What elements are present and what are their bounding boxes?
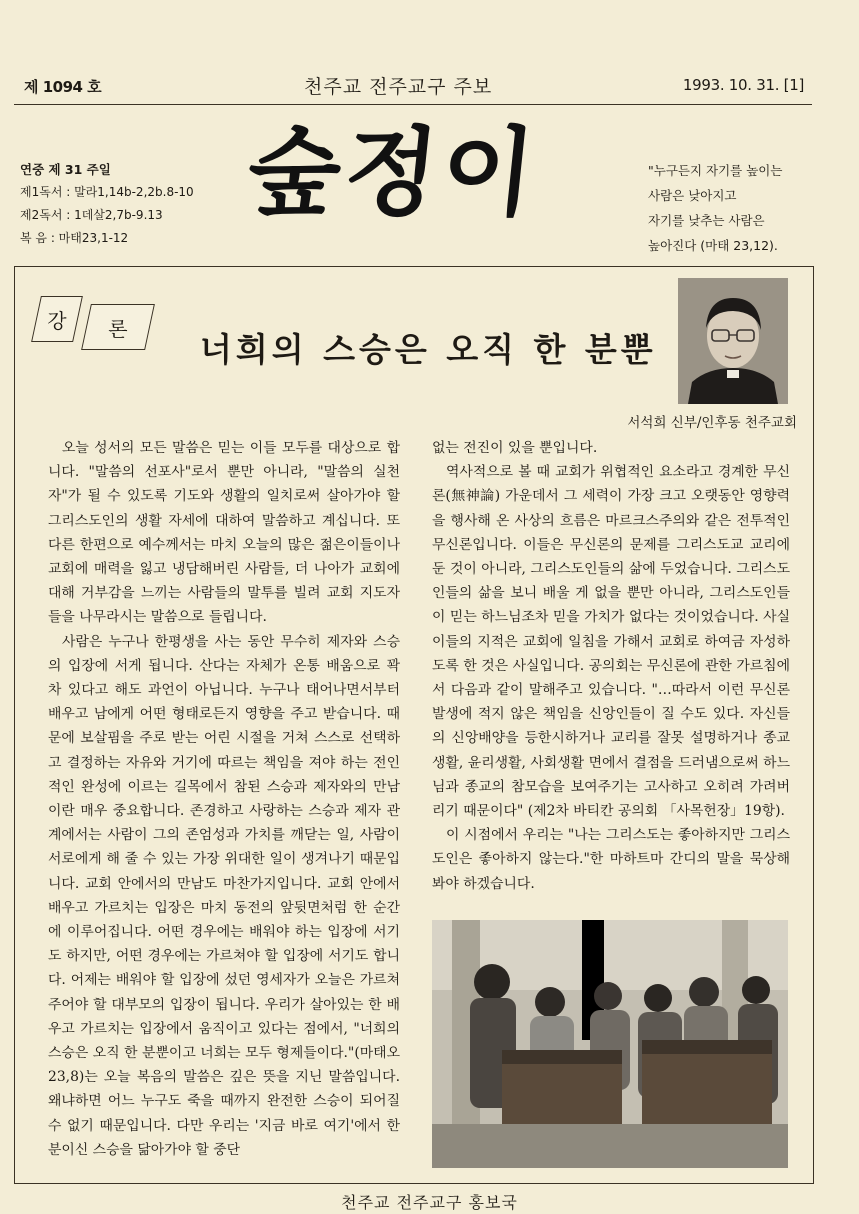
article-column-left xyxy=(48,436,400,1162)
quote-line: "누구든지 자기를 높이는 xyxy=(648,163,783,178)
issue-number: 제 1094 호 xyxy=(24,78,102,96)
church-congregation-photo xyxy=(432,920,788,1168)
article-byline: 서석희 신부/인후동 천주교회 xyxy=(627,415,797,431)
priest-portrait-image xyxy=(678,278,788,404)
second-reading: 제2독서 : 1데살2,7b-9.13 xyxy=(20,208,163,222)
issue-date: 1993. 10. 31. [1] xyxy=(682,76,804,94)
quote-line: 자기를 낮추는 사람은 xyxy=(648,213,765,228)
first-reading: 제1독서 : 말라1,14b-2,2b.8-10 xyxy=(20,185,194,199)
gospel-reading: 복 음 : 마태23,1-12 xyxy=(20,231,129,245)
article-paragraph: 사람은 누구나 한평생을 사는 동안 무수히 제자와 스승의 입장에 서게 됩니다. 산다는 자체가 온통 배움으로 꽉 차 있다고 해도 과언이 아닙니다. 누구나 태어나면서부터 배우고 남에게 어떤 형태로든지 영향을 주고 받습니다. 때문에 보살핌을 주로 받는 어린 시절을 거쳐 스스로 선택하고 결정하는 자유와 거기에 따르는 책임을 져야 하는 전인적인 완성에 이르는 길목에서 참된 스승과 제자와의 만남이란 매우 중요합니다. 존경하고 사랑하는 스승과 제자 관계에서는 사람이 그의 존엄성과 가치를 깨닫는 일, 사람이 서로에게 해 줄 수 있는 가장 위대한 일이 생겨나기 때문입니다. 교회 안에서의 만남도 마찬가지입니다. 교회 안에서 배우고 가르치는 입장은 마치 동전의 앞뒷면처럼 한 순간에 이루어집니다. 어떤 경우에는 배워야 하는 입장에 서기도 하지만, 어떤 경우에는 가르쳐야 할 입장에 서기도 합니다. 어제는 배워야 할 입장에 섰던 영세자가 오늘은 가르쳐 주어야 할 대부모의 입장이 됩니다. 우리가 살아있는 한 배우고 가르치는 입장에서 움직이고 있다는 점에서, "너희의 스승은 오직 한 분뿐이고 너희는 모두 형제들이다."(마태오 23,8)는 오늘 복음의 말씀은 깊은 뜻을 지닌 말씀입니다. 왜냐하면 어느 누구도 죽을 때까지 완전한 스승이 되어질 수 없기 때문입니다. 다만 우리는 '지금 바로 여기'에서 한 분이신 스승을 닮아가야 할 중단 xyxy=(48,633,400,1158)
quote-line: 높아진다 (마태 23,12). xyxy=(648,238,778,253)
liturgy-schedule xyxy=(20,158,194,250)
scripture-quote xyxy=(648,158,848,258)
masthead xyxy=(242,117,578,229)
author-photo xyxy=(678,278,788,404)
section-tag-box xyxy=(31,296,83,342)
header-rule xyxy=(14,104,812,105)
article-paragraph: 역사적으로 볼 때 교회가 위협적인 요소라고 경계한 무신론(無神論) 가운데서 그 세력이 가장 크고 오랫동안 영향력을 행사해 온 사상의 흐름은 마르크스주의와 같은 전투적인 무신론입니다. 이들은 무신론의 문제를 그리스도교 교리에 둔 것이 아니라, 그리스도인들의 삶에 두었습니다. 그리스도인들의 삶을 보니 배울 게 없을 뿐만 아니라, 그리스도인들이 믿는 하느님조차 믿을 가치가 없다는 것이었습니다. 사실 이들의 지적은 교회에 일침을 가해서 교회로 하여금 자성하도록 한 것은 사실입니다. 공의회는 무신론에 관한 가르침에서 다음과 같이 말해주고 있습니다. "…따라서 이런 무신론 발생에 적지 않은 책임을 신앙인들이 질 수도 있다. 자신들의 신앙배양을 등한시하거나 교리를 잘못 설명하거나 종교생활, 윤리생활, 사회생활 면에서 결점을 드러냄으로써 하느님과 종교의 참모습을 보여주기는 고사하고 오히려 가려버리기 때문이다" (제2차 바티칸 공의회 「사목헌장」19항). xyxy=(432,464,790,820)
article-paragraph: 없는 전진이 있을 뿐입니다. xyxy=(432,440,598,456)
header-bar xyxy=(14,70,804,100)
section-tag-char: 강 xyxy=(47,309,67,333)
article-headline: 너희의 스승은 오직 한 분뿐 xyxy=(200,330,657,369)
masthead-title: 숲정이 xyxy=(242,117,545,229)
section-tag-char: 론 xyxy=(108,317,128,341)
section-tag xyxy=(30,296,150,348)
congregation-image xyxy=(432,920,788,1168)
article-paragraph: 오늘 성서의 모든 말씀은 믿는 이들 모두를 대상으로 합니다. "말씀의 선포사"로서 뿐만 아니라, "말씀의 실천자"가 될 수 있도록 기도와 생활의 일치로써 살아가야 할 그리스도인의 생활 자세에 대하여 말씀하고 계십니다. 또 다른 한편으로 예수께서는 마치 오늘의 많은 젊은이들이나 교회에 매력을 잃고 냉담해버린 사람들, 더 나아가 교회에 대해 거부감을 느끼는 사람들의 말투를 빌려 교회 지도자들을 나무라시는 말씀으로 들립니다. xyxy=(48,440,400,626)
article-paragraph: 이 시점에서 우리는 "나는 그리스도는 좋아하지만 그리스도인은 좋아하지 않는다."한 마하트마 간디의 말을 묵상해봐야 하겠습니다. xyxy=(432,827,790,892)
footer-publisher: 천주교 전주교구 홍보국 xyxy=(341,1193,518,1212)
quote-line: 사람은 낮아지고 xyxy=(648,188,737,203)
paper-title: 천주교 전주교구 주보 xyxy=(304,76,493,98)
article-column-right xyxy=(432,436,790,896)
section-tag-box xyxy=(81,304,155,350)
liturgy-week: 연중 제 31 주일 xyxy=(20,162,111,177)
